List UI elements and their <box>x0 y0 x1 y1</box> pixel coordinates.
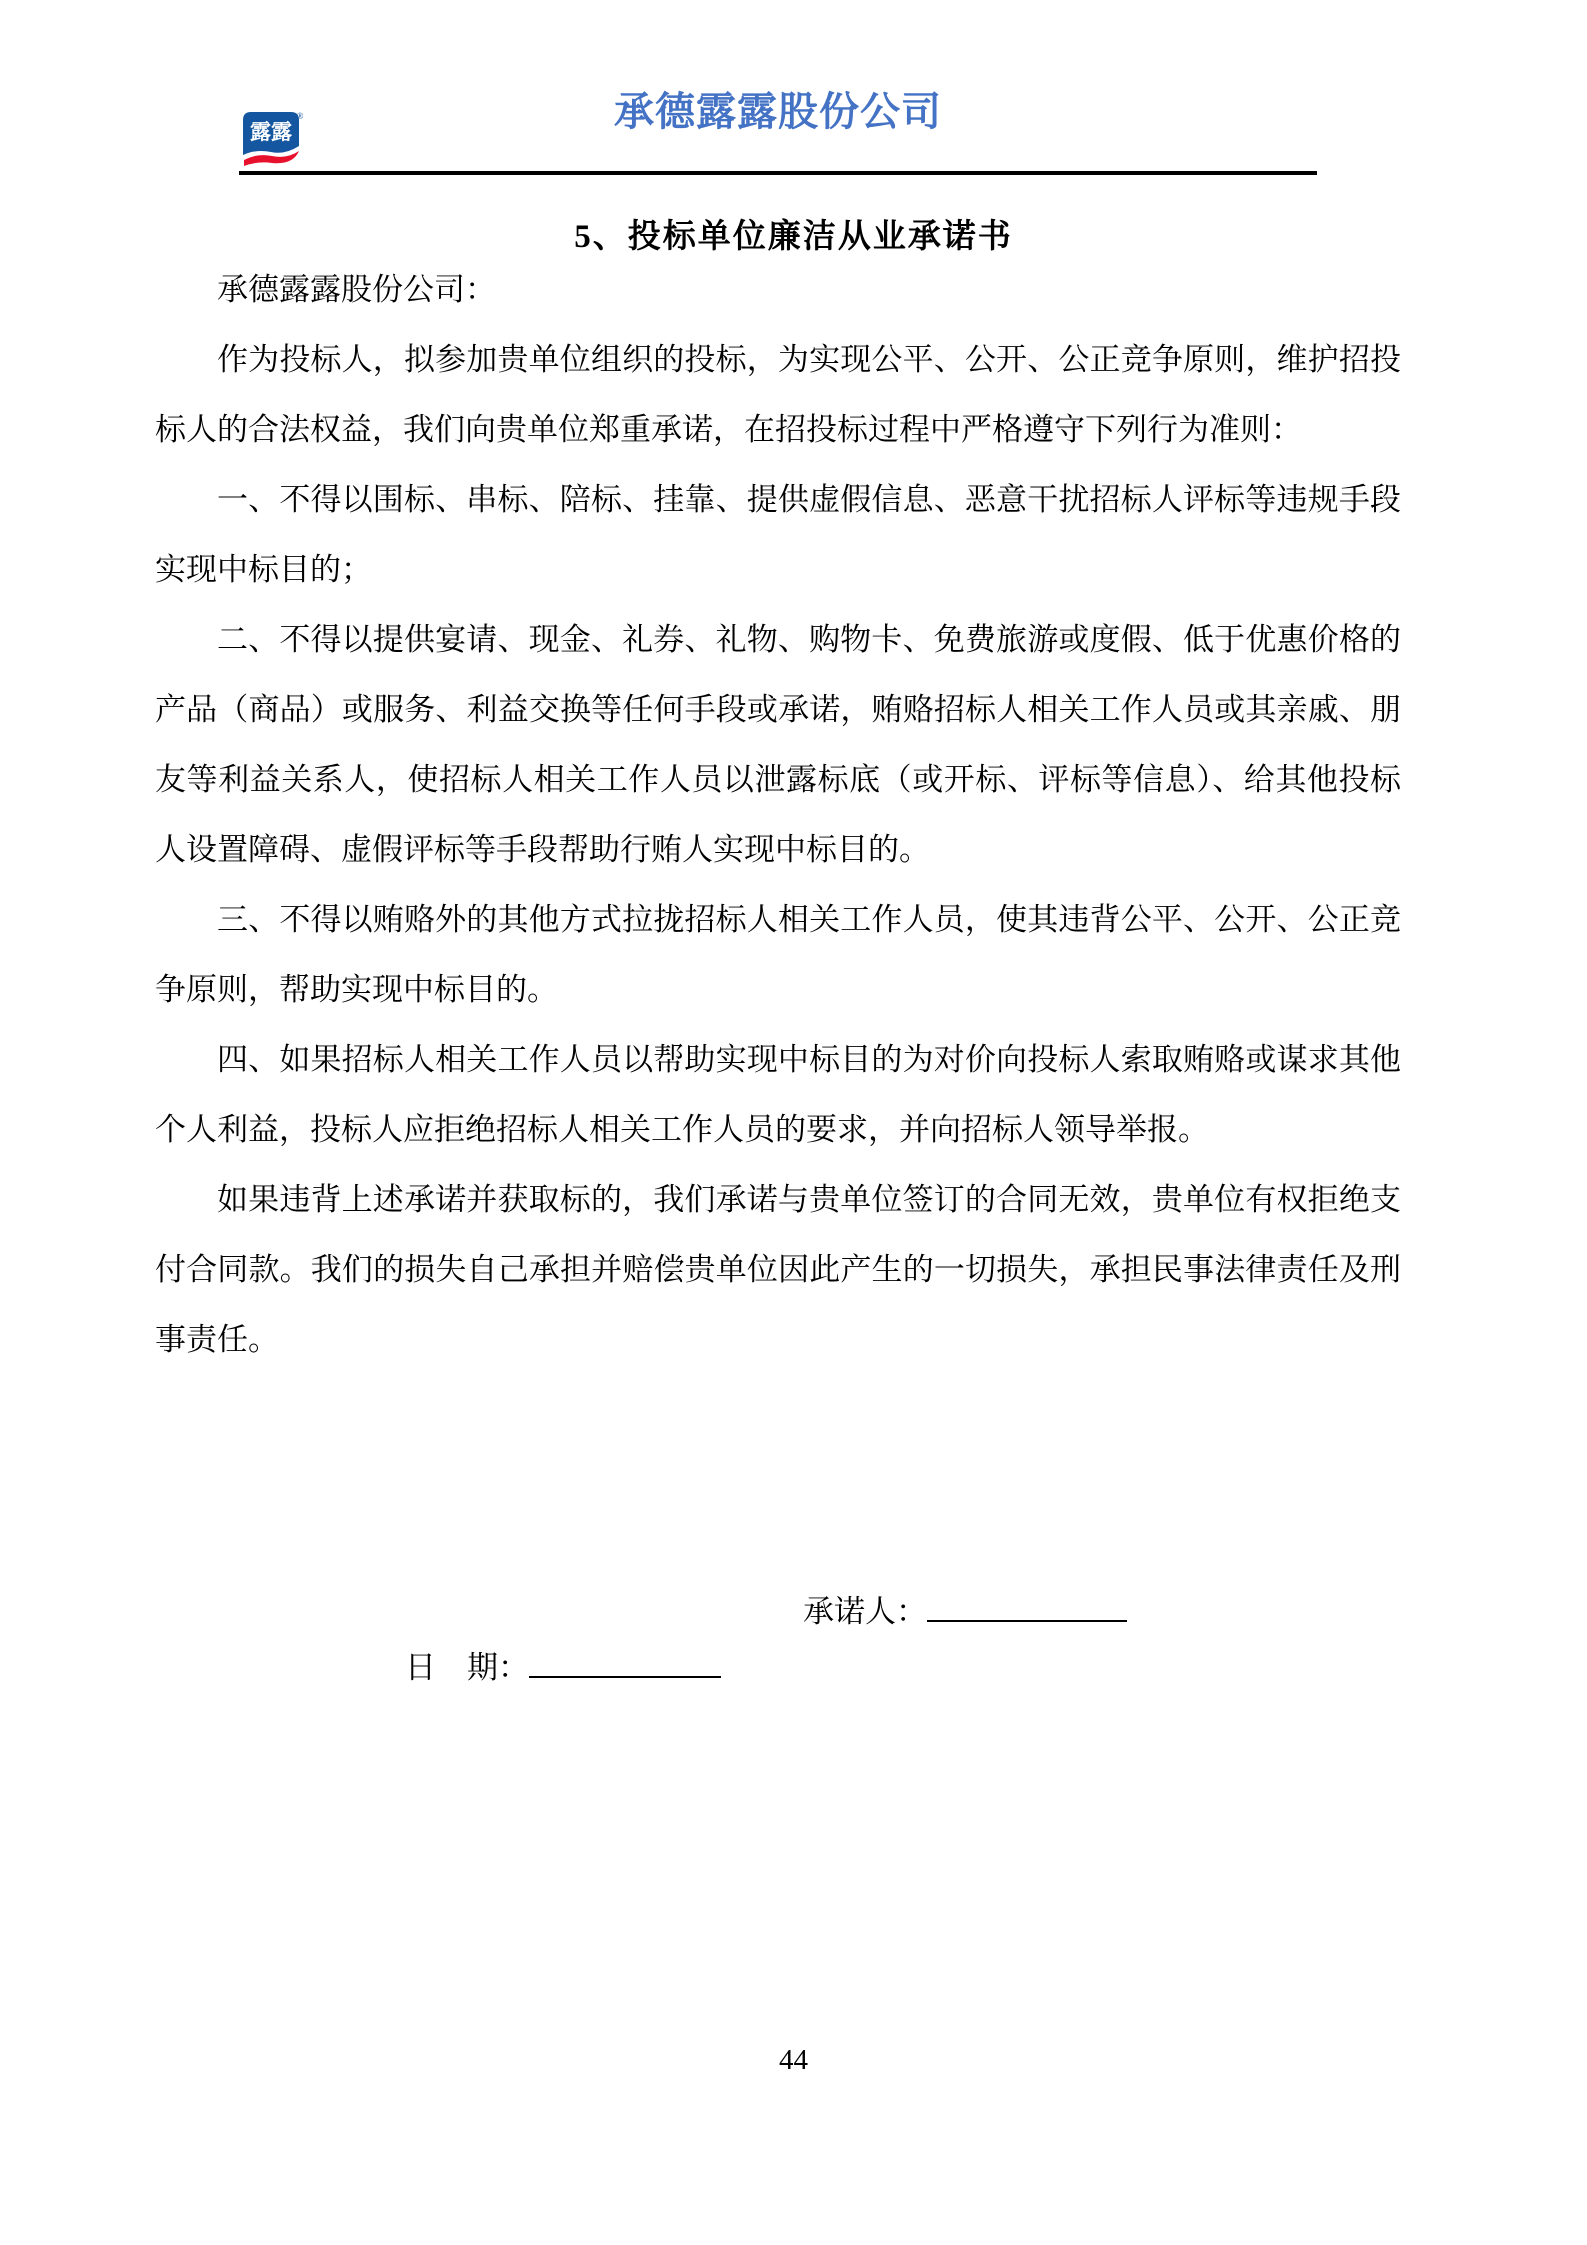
document-body <box>155 255 1401 1375</box>
logo-red-swoosh <box>244 151 299 166</box>
date-signature-row <box>405 1642 721 1687</box>
logo-characters: 露露 <box>250 120 292 144</box>
body-paragraph-intro: 作为投标人，拟参加贵单位组织的投标，为实现公平、公开、公正竞争原则，维护招投标人的合法权益，我们向贵单位郑重承诺，在招投标过程中严格遵守下列行为准则： <box>155 342 1401 447</box>
header-rule <box>239 171 1317 175</box>
body-paragraph-rule-2: 二、不得以提供宴请、现金、礼券、礼物、购物卡、免费旅游或度假、低于优惠价格的产品（商品）或服务、利益交换等任何手段或承诺，贿赂招标人相关工作人员或其亲戚、朋友等利益关系人，使招标人相关工作人员以泄露标底（或开标、评标等信息）、给其他投标人设置障碍、虚假评标等手段帮助行贿人实现中标目的。 <box>155 622 1401 867</box>
registered-trademark-mark: ® <box>296 111 304 121</box>
body-paragraph-closing: 如果违背上述承诺并获取标的，我们承诺与贵单位签订的合同无效，贵单位有权拒绝支付合同款。我们的损失自己承担并赔偿贵单位因此产生的一切损失，承担民事法律责任及刑事责任。 <box>155 1182 1401 1357</box>
body-paragraph-rule-1: 一、不得以围标、串标、陪标、挂靠、提供虚假信息、恶意干扰招标人评标等违规手段实现中标目的； <box>155 482 1401 587</box>
date-label: 日 期： <box>405 1650 529 1685</box>
body-paragraph-rule-4: 四、如果招标人相关工作人员以帮助实现中标目的为对价向投标人索取贿赂或谋求其他个人利益，投标人应拒绝招标人相关工作人员的要求，并向招标人领导举报。 <box>155 1042 1401 1147</box>
body-paragraph-rule-3: 三、不得以贿赂外的其他方式拉拢招标人相关工作人员，使其违背公平、公开、公正竞争原则，帮助实现中标目的。 <box>155 902 1401 1007</box>
promisor-signature-row <box>803 1586 1127 1631</box>
document-title: 5、投标单位廉洁从业承诺书 <box>574 219 1013 255</box>
date-signature-line <box>529 1645 721 1678</box>
promisor-label: 承诺人： <box>803 1594 927 1629</box>
page-number: 44 <box>779 2044 808 2076</box>
company-name: 承德露露股份公司 <box>614 90 942 134</box>
promisor-signature-line <box>927 1589 1127 1622</box>
body-paragraph-salutation: 承德露露股份公司： <box>217 272 496 307</box>
